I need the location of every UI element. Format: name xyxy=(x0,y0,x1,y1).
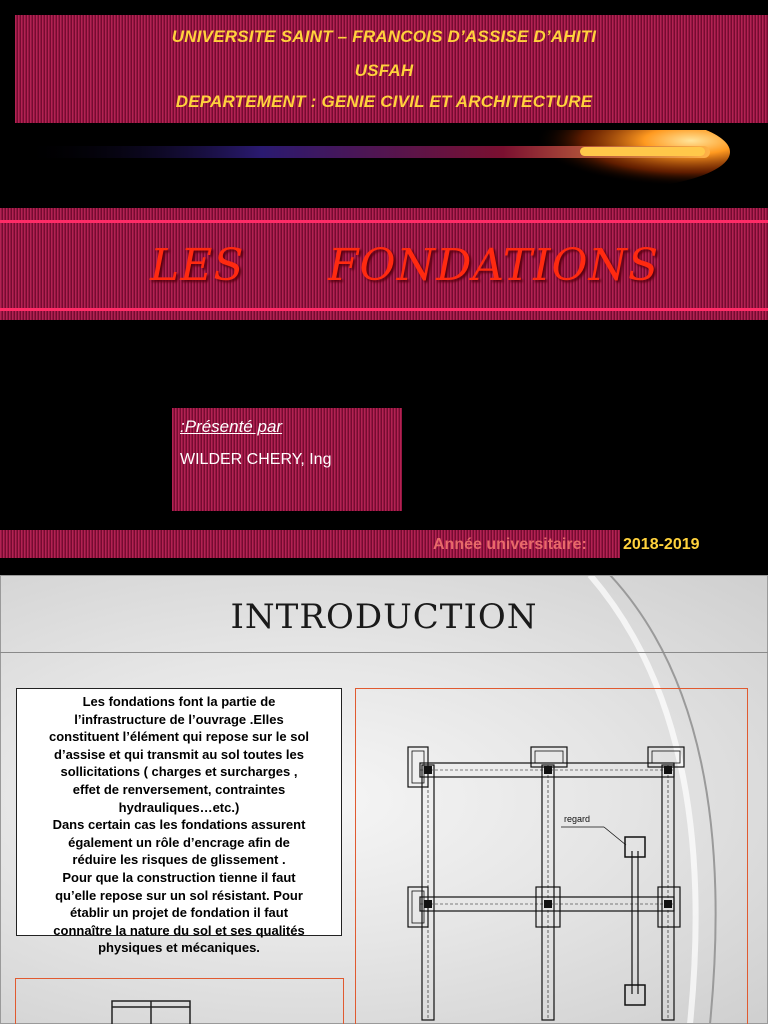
regard-label: regard xyxy=(564,814,591,824)
foundation-plan-drawing xyxy=(356,689,746,1024)
comet-graphic xyxy=(20,130,730,190)
title-divider xyxy=(0,652,768,653)
university-abbrev: USFAH xyxy=(354,61,414,80)
academic-year-value: 2018-2019 xyxy=(623,536,700,553)
academic-year-label: Année universitaire: xyxy=(433,536,587,553)
university-name: UNIVERSITE SAINT – FRANCOIS D’ASSISE D’AHITI xyxy=(171,27,597,46)
detail-drawing xyxy=(16,979,341,1024)
title-word-fondations: FONDATIONS xyxy=(328,240,660,291)
title-word-les: LES xyxy=(150,240,245,291)
intro-paragraph: Les fondations font la partie de l’infrastructure de l’ouvrage .Elles constituent l’élément qui repose sur le sol d’assise et qui transmit au sol toutes les sollicitations ( charges et surcharges , effet de renversement, contraintes hydrauliques…etc.) Dans certain cas les fondations assurent également un rôle d’encrage afin de réduire les risques de glissement . Pour que la construction tienne il faut qu’elle repose sur un sol résistant. Pour établir un projet de fondation il faut connaître la nature du sol et ses qualités physiques et mécaniques. xyxy=(48,694,310,956)
introduction-slide xyxy=(0,575,768,1024)
slide-title: INTRODUCTION xyxy=(230,597,538,637)
department-name: DEPARTEMENT : GENIE CIVIL ET ARCHITECTURE xyxy=(175,92,593,111)
presented-by-label: :Présenté par xyxy=(180,417,283,436)
presenter-name: WILDER CHERY, Ing xyxy=(180,451,332,468)
